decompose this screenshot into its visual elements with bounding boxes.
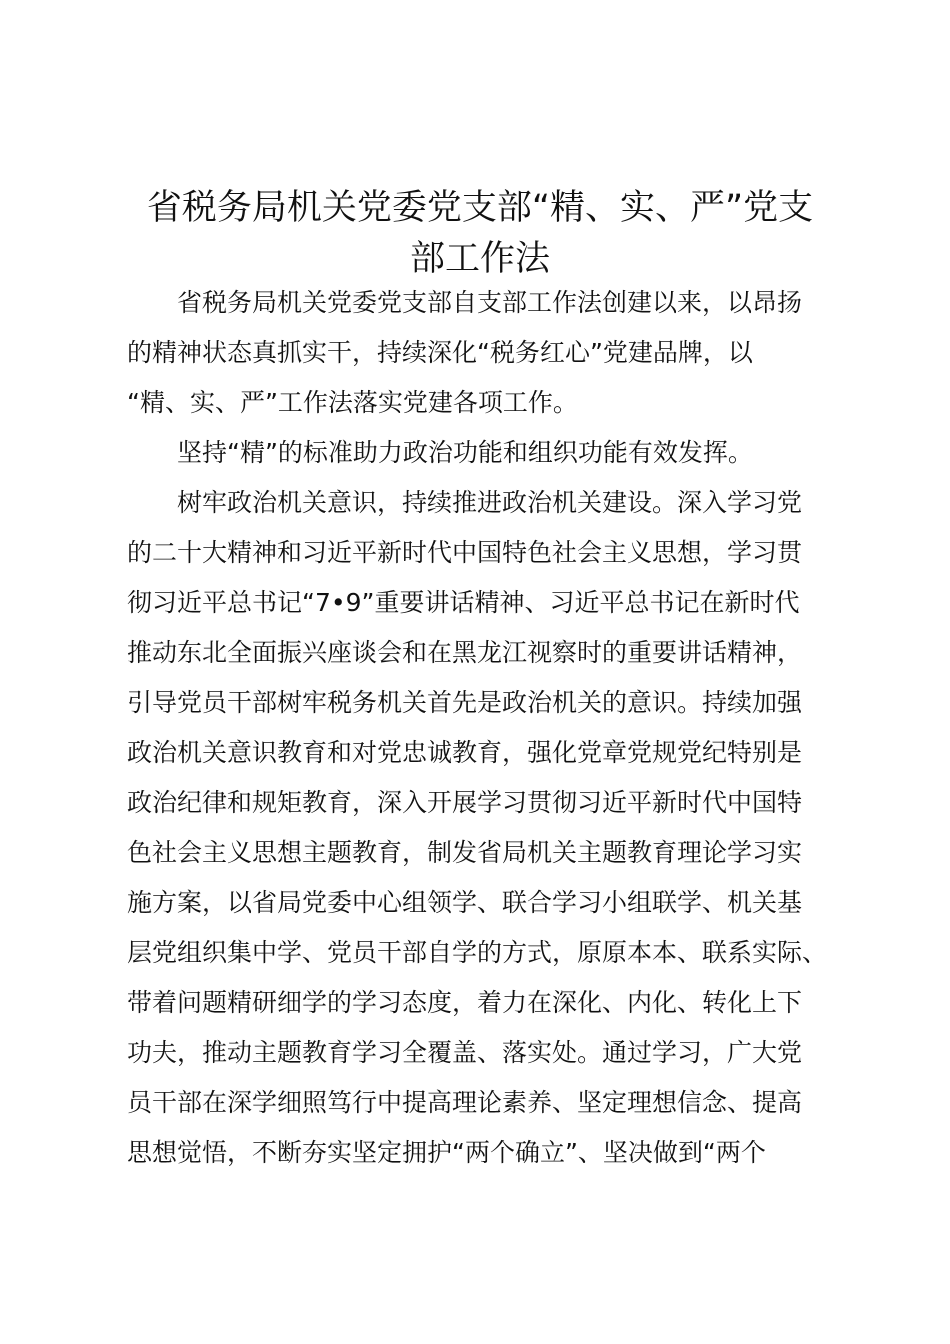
body-line-9: 引导党员干部树牢税务机关首先是政治机关的意识。持续加强 xyxy=(127,688,803,717)
title-line-1: 省税务局机关党委党支部“精、实、严”党支 xyxy=(146,188,814,228)
body-line-17: 员干部在深学细照笃行中提高理论素养、坚定理想信念、提高 xyxy=(127,1088,803,1117)
document-title xyxy=(110,183,850,285)
body-line-15: 带着问题精研细学的学习态度，着力在深化、内化、转化上下 xyxy=(127,988,803,1017)
body-line-12: 色社会主义思想主题教育，制发省局机关主题教育理论学习实 xyxy=(127,838,803,867)
body-line-11: 政治纪律和规矩教育，深入开展学习贯彻习近平新时代中国特 xyxy=(127,788,803,817)
body-line-5: 树牢政治机关意识，持续推进政治机关建设。深入学习党 xyxy=(127,488,803,517)
body-line-8: 推动东北全面振兴座谈会和在黑龙江视察时的重要讲话精神， xyxy=(127,638,803,667)
body-line-16: 功夫，推动主题教育学习全覆盖、落实处。通过学习，广大党 xyxy=(127,1038,803,1067)
body-line-1: 省税务局机关党委党支部自支部工作法创建以来，以昂扬 xyxy=(127,288,803,317)
body-line-10: 政治机关意识教育和对党忠诚教育，强化党章党规党纪特别是 xyxy=(127,738,803,767)
body-line-2: 的精神状态真抓实干，持续深化“税务红心”党建品牌，以 xyxy=(127,338,753,367)
body-line-7: 彻习近平总书记“7•9”重要讲话精神、习近平总书记在新时代 xyxy=(127,588,800,617)
body-line-6: 的二十大精神和习近平新时代中国特色社会主义思想，学习贯 xyxy=(127,538,803,567)
body-line-4: 坚持“精”的标准助力政治功能和组织功能有效发挥。 xyxy=(127,438,753,467)
title-line-2: 部工作法 xyxy=(409,239,550,279)
body-line-14: 层党组织集中学、党员干部自学的方式，原原本本、联系实际、 xyxy=(127,938,828,967)
body-line-18: 思想觉悟，不断夯实坚定拥护“两个确立”、坚决做到“两个 xyxy=(127,1138,766,1167)
body-line-3: “精、实、严”工作法落实党建各项工作。 xyxy=(127,388,578,417)
body-line-13: 施方案，以省局党委中心组领学、联合学习小组联学、机关基 xyxy=(127,888,803,917)
